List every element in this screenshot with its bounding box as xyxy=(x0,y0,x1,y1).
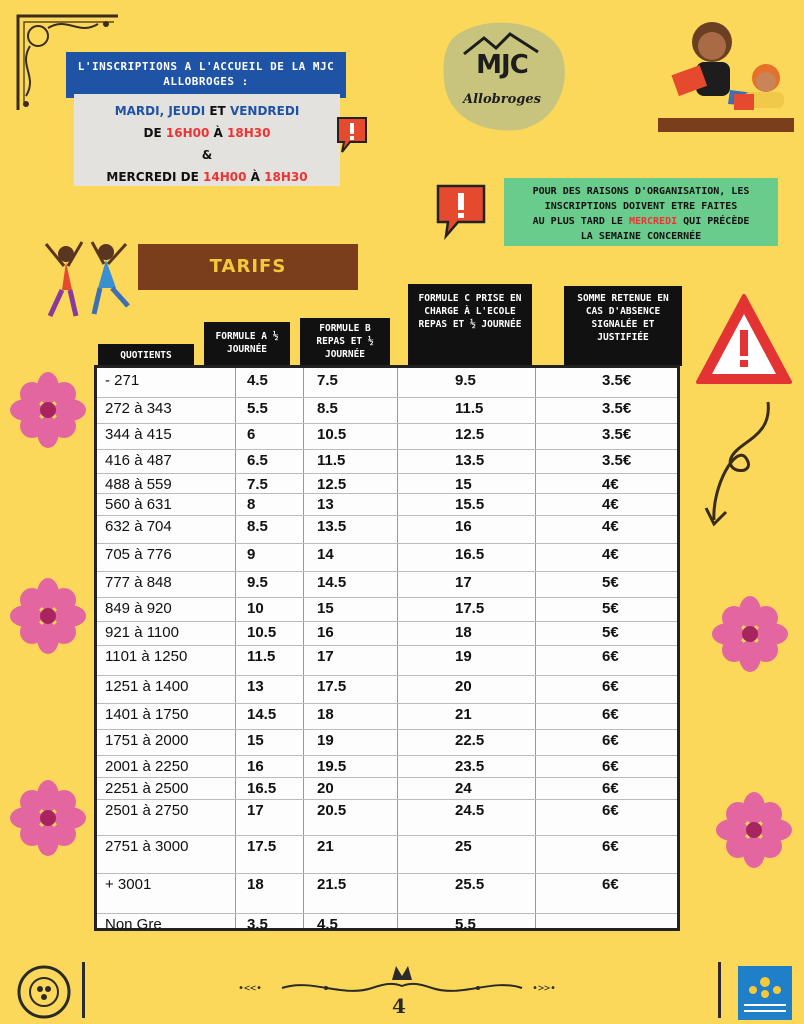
flower-icon xyxy=(10,578,86,654)
row-divider xyxy=(97,799,677,800)
cell-somme-retenue: 4€ xyxy=(602,496,619,513)
cell-formule-c: 22.5 xyxy=(455,732,485,749)
cell-formule-c: 15 xyxy=(455,476,472,493)
warning-bubble-large-icon xyxy=(430,178,494,240)
cell-formule-b: 13.5 xyxy=(317,518,347,535)
curly-arrow-icon xyxy=(702,396,782,530)
row-divider xyxy=(97,675,677,676)
row-divider xyxy=(97,873,677,874)
cell-formule-a: 18 xyxy=(247,876,264,893)
footer-divider-left xyxy=(82,962,85,1018)
ampersand: & xyxy=(201,148,213,162)
cell-formule-c: 23.5 xyxy=(455,758,485,775)
cell-formule-b: 21.5 xyxy=(317,876,347,893)
cell-formule-c: 18 xyxy=(455,624,472,641)
cell-formule-a: 7.5 xyxy=(247,476,268,493)
cell-somme-retenue: 6€ xyxy=(602,706,619,723)
cell-formule-b: 14 xyxy=(317,546,334,563)
cell-somme-retenue: 5€ xyxy=(602,600,619,617)
cell-formule-a: 8.5 xyxy=(247,518,268,535)
flower-icon xyxy=(712,596,788,672)
jumping-kids-illustration xyxy=(36,236,138,322)
cell-quotient: + 3001 xyxy=(105,876,152,893)
cell-somme-retenue: 4€ xyxy=(602,546,619,563)
row-divider xyxy=(97,473,677,474)
cell-quotient: 777 à 848 xyxy=(105,574,172,591)
cell-formule-b: 14.5 xyxy=(317,574,347,591)
cell-formule-a: 14.5 xyxy=(247,706,277,723)
cell-formule-a: 6.5 xyxy=(247,452,268,469)
cell-somme-retenue: 3.5€ xyxy=(602,452,632,469)
cell-formule-b: 4.5 xyxy=(317,916,338,933)
cell-formule-a: 17.5 xyxy=(247,838,277,855)
opening-hours xyxy=(74,94,340,186)
cell-somme-retenue: 6€ xyxy=(602,876,619,893)
cell-formule-a: 16.5 xyxy=(247,780,277,797)
notice-mercredi: MERCREDI xyxy=(628,216,678,227)
cell-formule-b: 17 xyxy=(317,648,334,665)
row-divider xyxy=(97,777,677,778)
mjc-logo: MJC xyxy=(476,50,528,80)
cell-formule-a: 10 xyxy=(247,600,264,617)
cell-somme-retenue: 3.5€ xyxy=(602,372,632,389)
cell-quotient: 2751 à 3000 xyxy=(105,838,189,855)
cell-quotient: 488 à 559 xyxy=(105,476,172,493)
header-somme-retenue: SOMME RETENUE EN CAS D'ABSENCE SIGNALÉE ET JUSTIFIÉE xyxy=(564,286,682,366)
cell-formule-b: 15 xyxy=(317,600,334,617)
cell-formule-b: 7.5 xyxy=(317,372,338,389)
cell-formule-b: 19.5 xyxy=(317,758,347,775)
notice-line-3a: AU PLUS TARD LE xyxy=(532,216,623,227)
time-start: 16H00 xyxy=(165,126,210,140)
cell-formule-a: 6 xyxy=(247,426,256,443)
kids-reading-illustration xyxy=(648,8,798,136)
cell-formule-b: 18 xyxy=(317,706,334,723)
row-divider xyxy=(97,423,677,424)
row-divider xyxy=(97,755,677,756)
tarifs-heading: TARIFS xyxy=(138,244,358,290)
footer-divider-right xyxy=(718,962,721,1018)
cell-quotient: 1401 à 1750 xyxy=(105,706,189,723)
cell-formule-c: 17 xyxy=(455,574,472,591)
cell-somme-retenue: 6€ xyxy=(602,758,619,775)
cell-somme-retenue: 4€ xyxy=(602,476,619,493)
cell-somme-retenue: 5€ xyxy=(602,624,619,641)
row-divider xyxy=(97,597,677,598)
to-text: À xyxy=(213,126,223,140)
cell-formule-c: 9.5 xyxy=(455,372,476,389)
cell-quotient: 1251 à 1400 xyxy=(105,678,189,695)
cell-formule-c: 19 xyxy=(455,648,472,665)
header-quotients: QUOTIENTS xyxy=(98,344,194,366)
cell-quotient: 1751 à 2000 xyxy=(105,732,189,749)
cell-formule-c: 16 xyxy=(455,518,472,535)
deadline-notice xyxy=(504,178,778,246)
row-divider xyxy=(97,493,677,494)
info-title: L'INSCRIPTIONS A L'ACCUEIL DE LA MJC ALLOBROGES : xyxy=(66,52,346,98)
row-divider xyxy=(97,515,677,516)
cell-formule-b: 17.5 xyxy=(317,678,347,695)
cell-quotient: 2251 à 2500 xyxy=(105,780,189,797)
mjc-logo-sub: Allobroges xyxy=(463,92,541,107)
cell-formule-c: 15.5 xyxy=(455,496,485,513)
day-vendredi: VENDREDI xyxy=(229,104,300,118)
ville-de-grenoble-seal-icon xyxy=(16,964,72,1020)
cell-formule-a: 5.5 xyxy=(247,400,268,417)
cell-formule-b: 12.5 xyxy=(317,476,347,493)
notice-line-1: POUR DES RAISONS D'ORGANISATION, LES xyxy=(532,186,750,197)
page-number: 4 xyxy=(392,994,406,1018)
cell-somme-retenue: 3.5€ xyxy=(602,426,632,443)
wed-time-start: 14H00 xyxy=(203,170,247,184)
cell-formule-a: 3.5 xyxy=(247,916,268,933)
wed-time-end: 18H30 xyxy=(264,170,308,184)
from-text: DE xyxy=(143,126,162,140)
notice-line-2: INSCRIPTIONS DOIVENT ETRE FAITES xyxy=(544,201,738,212)
cell-formule-a: 15 xyxy=(247,732,264,749)
time-end: 18H30 xyxy=(227,126,271,140)
cell-formule-b: 11.5 xyxy=(317,452,346,469)
day-jeudi: JEUDI xyxy=(168,104,206,118)
cell-formule-b: 8.5 xyxy=(317,400,338,417)
row-divider xyxy=(97,729,677,730)
flower-icon xyxy=(10,372,86,448)
row-divider xyxy=(97,397,677,398)
cell-formule-c: 24.5 xyxy=(455,802,485,819)
cell-formule-b: 21 xyxy=(317,838,334,855)
row-divider xyxy=(97,543,677,544)
flower-icon xyxy=(10,780,86,856)
cell-somme-retenue: 6€ xyxy=(602,678,619,695)
cell-formule-c: 24 xyxy=(455,780,472,797)
cell-somme-retenue: 6€ xyxy=(602,838,619,855)
row-divider xyxy=(97,571,677,572)
mercredi-text: MERCREDI DE xyxy=(106,170,199,184)
cell-quotient: 2001 à 2250 xyxy=(105,758,189,775)
row-divider xyxy=(97,835,677,836)
caf-logo-icon xyxy=(738,966,792,1020)
cell-formule-a: 11.5 xyxy=(247,648,276,665)
cell-formule-b: 16 xyxy=(317,624,334,641)
cell-quotient: 272 à 343 xyxy=(105,400,172,417)
cell-quotient: 849 à 920 xyxy=(105,600,172,617)
cell-formule-a: 16 xyxy=(247,758,264,775)
row-divider xyxy=(97,645,677,646)
row-divider xyxy=(97,621,677,622)
warning-bubble-icon xyxy=(332,112,372,156)
cell-somme-retenue: 4€ xyxy=(602,518,619,535)
cell-quotient: 705 à 776 xyxy=(105,546,172,563)
cell-formule-a: 10.5 xyxy=(247,624,277,641)
header-formule-a: FORMULE A ½ JOURNÉE xyxy=(204,322,290,366)
cell-formule-b: 19 xyxy=(317,732,334,749)
row-divider xyxy=(97,703,677,704)
cell-formule-c: 12.5 xyxy=(455,426,485,443)
cell-formule-c: 16.5 xyxy=(455,546,485,563)
cell-quotient: 344 à 415 xyxy=(105,426,172,443)
notice-line-3c: QUI PRÉCÈDE xyxy=(683,216,750,227)
wed-to-text: À xyxy=(250,170,260,184)
cell-quotient: 921 à 1100 xyxy=(105,624,179,641)
flower-icon xyxy=(716,792,792,868)
cell-formule-c: 25 xyxy=(455,838,472,855)
cell-quotient: 1101 à 1250 xyxy=(105,648,188,665)
cell-formule-c: 20 xyxy=(455,678,472,695)
header-formule-b: FORMULE B REPAS ET ½ JOURNÉE xyxy=(300,318,390,368)
cell-quotient: Non Gre xyxy=(105,916,162,933)
cell-quotient: 632 à 704 xyxy=(105,518,172,535)
day-mardi: MARDI, xyxy=(114,104,165,118)
tarifs-table xyxy=(94,365,680,931)
cell-formule-a: 8 xyxy=(247,496,256,513)
cell-somme-retenue: 6€ xyxy=(602,732,619,749)
ornament-left: •<<• xyxy=(238,983,263,994)
cell-formule-c: 17.5 xyxy=(455,600,485,617)
cell-formule-c: 21 xyxy=(455,706,472,723)
cell-formule-c: 11.5 xyxy=(455,400,484,417)
cell-formule-b: 10.5 xyxy=(317,426,347,443)
cell-somme-retenue: 6€ xyxy=(602,802,619,819)
cell-quotient: 2501 à 2750 xyxy=(105,802,189,819)
cell-formule-b: 13 xyxy=(317,496,334,513)
cell-formule-b: 20 xyxy=(317,780,334,797)
ornament-right: •>>• xyxy=(532,983,557,994)
cell-quotient: 560 à 631 xyxy=(105,496,172,513)
warning-triangle-icon xyxy=(692,288,796,392)
cell-formule-a: 4.5 xyxy=(247,372,268,389)
cell-quotient: - 271 xyxy=(105,372,140,389)
cell-somme-retenue: 5€ xyxy=(602,574,619,591)
and-text: ET xyxy=(209,104,226,118)
cell-formule-a: 17 xyxy=(247,802,264,819)
notice-line-4: LA SEMAINE CONCERNÉE xyxy=(580,231,702,242)
cell-formule-a: 13 xyxy=(247,678,264,695)
cell-formule-c: 5.5 xyxy=(455,916,476,933)
cell-formule-c: 13.5 xyxy=(455,452,485,469)
cell-somme-retenue: 3.5€ xyxy=(602,400,632,417)
cell-formule-c: 25.5 xyxy=(455,876,485,893)
cell-formule-a: 9.5 xyxy=(247,574,268,591)
header-formule-c: FORMULE C PRISE EN CHARGE À L'ECOLE REPAS ET ½ JOURNÉE xyxy=(408,284,532,366)
cell-formule-a: 9 xyxy=(247,546,256,563)
cell-quotient: 416 à 487 xyxy=(105,452,172,469)
row-divider xyxy=(97,913,677,914)
cell-somme-retenue: 6€ xyxy=(602,648,619,665)
row-divider xyxy=(97,449,677,450)
cell-somme-retenue: 6€ xyxy=(602,780,619,797)
cell-formule-b: 20.5 xyxy=(317,802,347,819)
